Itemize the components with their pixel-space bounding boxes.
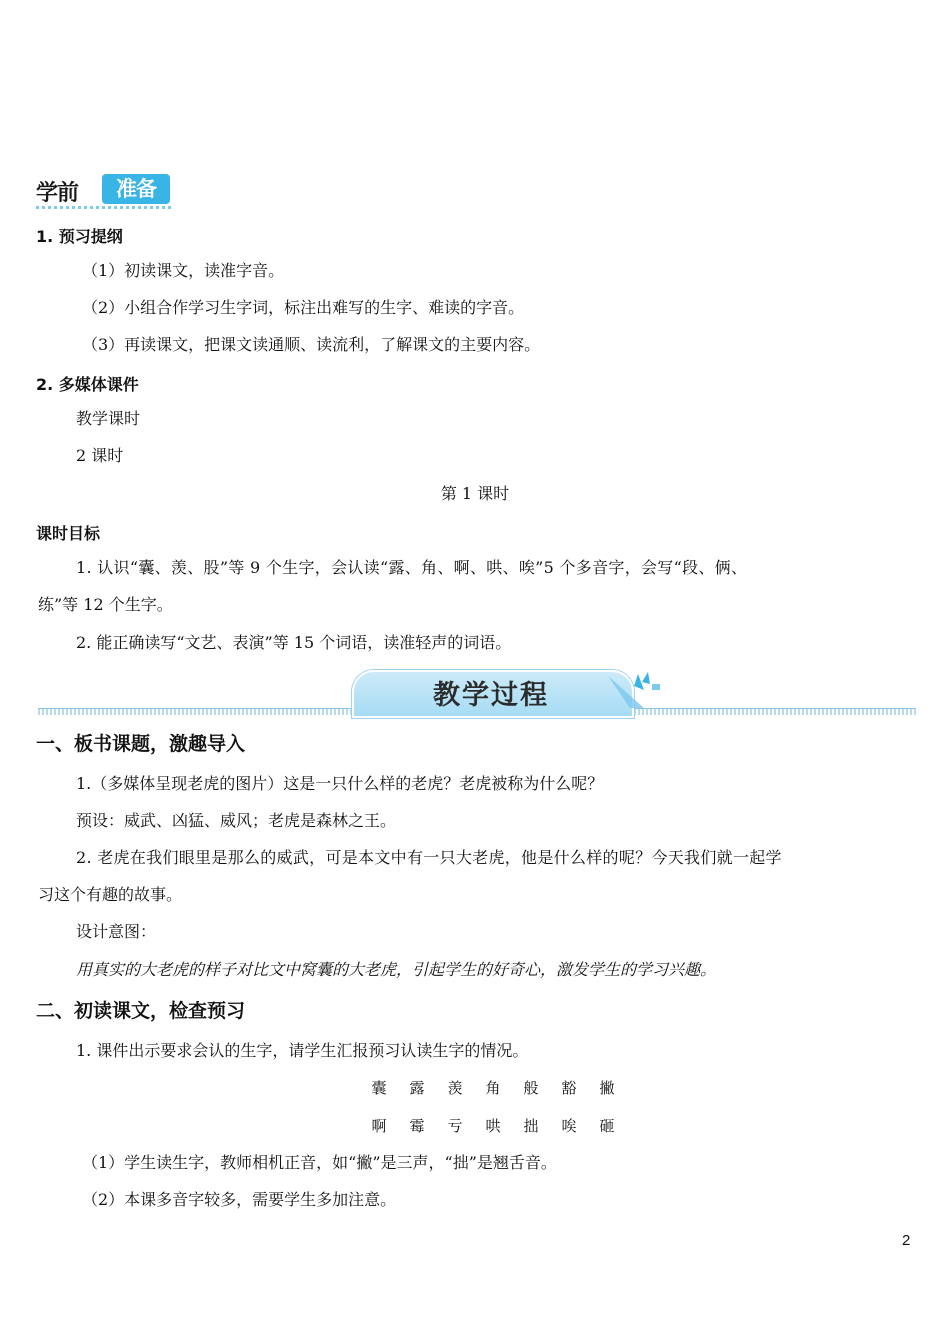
outline-title: 1. 预习提纲 [36,227,123,246]
process-banner-title: 教学过程 [433,680,549,711]
section-1-p2: 预设：威武、凶猛、威风；老虎是森林之王。 [76,811,397,830]
char-item: 哄 [485,1117,501,1135]
section-1-p3-line-1: 2. 老虎在我们眼里是那么的威武，可是本文中有一只大老虎，他是什么样的呢？今天我们就一起学 [76,848,782,867]
char-item: 撇 [599,1079,615,1097]
page-number: 2 [902,1232,911,1249]
char-item: 露 [409,1079,425,1097]
char-item: 般 [523,1079,539,1097]
section-2-note-1: （1）学生读生字，教师相机正音，如“撇”是三声，“拙”是翘舌音。 [82,1153,557,1172]
badge-underline [36,206,172,209]
char-item: 角 [485,1079,501,1097]
goal-1-line-2: 练”等 12 个生字。 [38,595,173,614]
prep-badge-right: 准备 [102,174,170,204]
section-2-note-2: （2）本课多音字较多，需要学生多加注意。 [82,1190,397,1209]
goal-1-line-1: 1. 认识“囊、羡、股”等 9 个生字，会认读“露、角、啊、哄、唉”5 个多音字，会写“段、俩、 [76,558,748,577]
design-text: 用真实的大老虎的样子对比文中窝囊的大老虎，引起学生的好奇心，激发学生的学习兴趣。 [76,960,717,979]
hours-label: 教学课时 [76,409,141,428]
outline-item-3: （3）再读课文，把课文读通顺、读流利，了解课文的主要内容。 [82,335,541,354]
hours-value: 2 课时 [76,446,124,465]
prep-section-badge [36,174,172,210]
outline-item-2: （2）小组合作学习生字词，标注出难写的生字、难读的字音。 [82,298,525,317]
banner-decoration-icon [604,670,664,710]
char-item: 啊 [371,1117,387,1135]
section-2-p1: 1. 课件出示要求会认的生字，请学生汇报预习认读生字的情况。 [76,1041,529,1060]
char-item: 唉 [561,1117,577,1135]
goal-2: 2. 能正确读写“文艺、表演”等 15 个词语，读准轻声的词语。 [76,633,512,652]
media-title: 2. 多媒体课件 [36,375,139,394]
section-1-heading: 一、板书课题，激趣导入 [36,733,246,755]
char-item: 囊 [371,1079,387,1097]
char-item: 霉 [409,1117,425,1135]
goals-title: 课时目标 [36,524,101,543]
chars-row-2 [360,1115,626,1136]
chars-row-1 [360,1077,626,1098]
outline-item-1: （1）初读课文，读准字音。 [82,261,285,280]
char-item: 亏 [447,1117,463,1135]
design-label: 设计意图： [76,922,157,941]
char-item: 砸 [599,1117,615,1135]
section-2-heading: 二、初读课文，检查预习 [36,1000,246,1022]
process-banner [38,664,916,720]
section-1-p3-line-2: 习这个有趣的故事。 [38,885,183,904]
prep-badge-left: 学前 [36,181,79,206]
section-1-p1: 1.（多媒体呈现老虎的图片）这是一只什么样的老虎？老虎被称为什么呢？ [76,774,604,793]
char-item: 拙 [523,1117,539,1135]
lesson-title: 第 1 课时 [440,484,510,503]
char-item: 羡 [447,1079,463,1097]
char-item: 豁 [561,1079,577,1097]
